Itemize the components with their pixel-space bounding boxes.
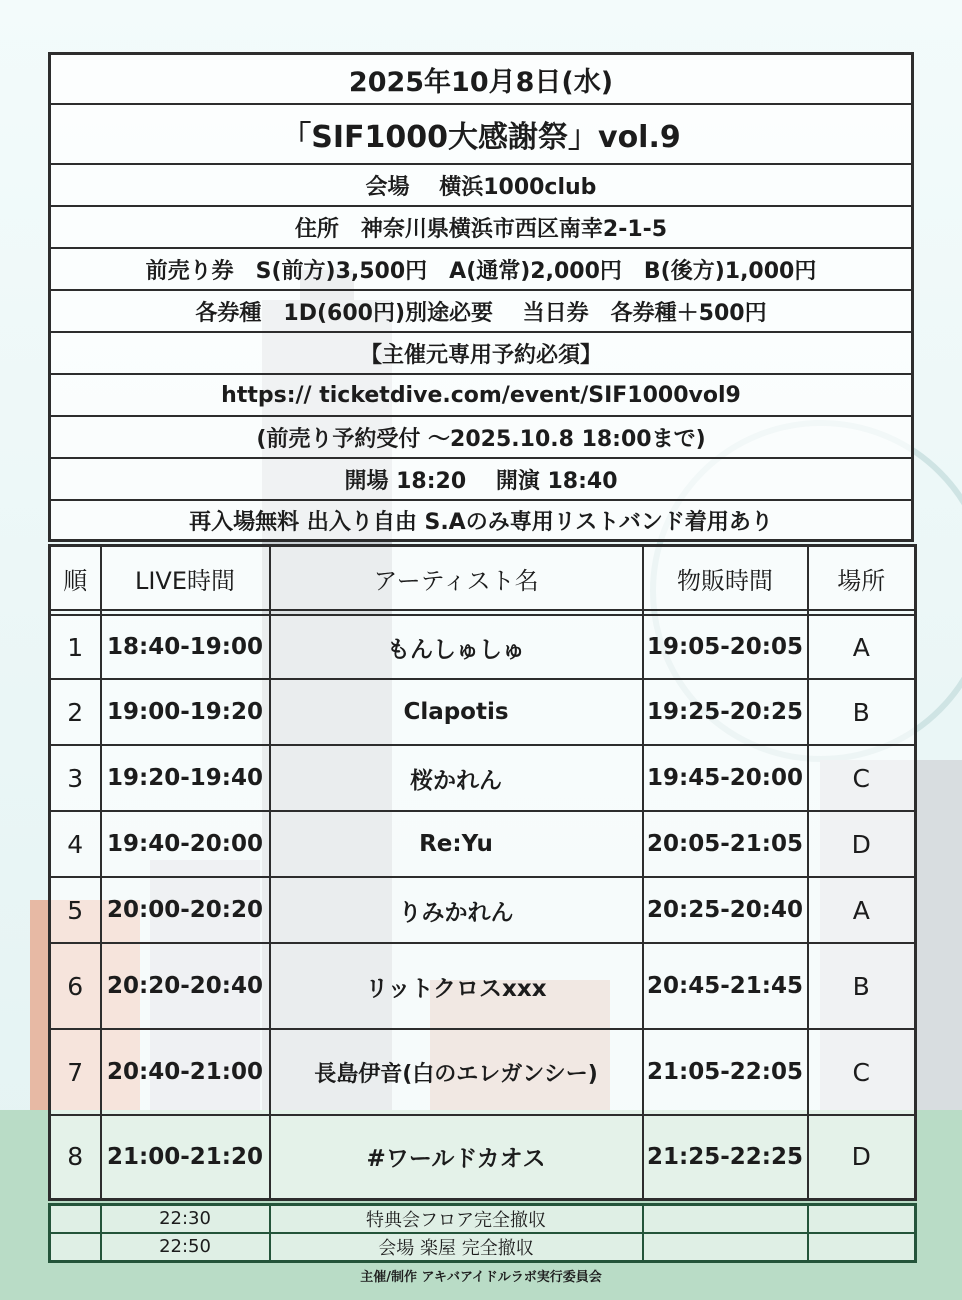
teardown-label: 特典会フロア完全撤収 xyxy=(270,1204,643,1233)
table-row xyxy=(50,745,916,811)
merch-time: 20:25-20:40 xyxy=(643,877,808,943)
location: B xyxy=(808,679,916,745)
teardown-row xyxy=(50,1204,916,1233)
merch-time: 20:05-21:05 xyxy=(643,811,808,877)
teardown-time: 22:50 xyxy=(101,1233,270,1262)
teardown-time: 22:30 xyxy=(101,1204,270,1233)
ticket-notes: 各券種 1D(600円)別途必要 当日券 各券種＋500円 xyxy=(50,290,913,332)
table-row xyxy=(50,679,916,745)
artist-name: リットクロスxxx xyxy=(270,943,643,1029)
reservation-notice: 【主催元専用予約必須】 xyxy=(50,332,913,374)
event-date: 2025年10月8日(水) xyxy=(50,54,913,105)
table-row xyxy=(50,615,916,679)
table-row xyxy=(50,1115,916,1199)
live-time: 20:20-20:40 xyxy=(101,943,270,1029)
merch-time: 21:05-22:05 xyxy=(643,1029,808,1115)
merch-time: 19:25-20:25 xyxy=(643,679,808,745)
empty-cell xyxy=(808,1204,916,1233)
empty-cell xyxy=(50,1233,101,1262)
live-time: 19:40-20:00 xyxy=(101,811,270,877)
order-number: 2 xyxy=(50,679,101,745)
live-time: 20:40-21:00 xyxy=(101,1029,270,1115)
artist-name: りみかれん xyxy=(270,877,643,943)
artist-name: 桜かれん xyxy=(270,745,643,811)
empty-cell xyxy=(50,1204,101,1233)
location: D xyxy=(808,811,916,877)
live-time: 18:40-19:00 xyxy=(101,615,270,679)
location: A xyxy=(808,877,916,943)
venue: 会場 横浜1000club xyxy=(50,164,913,206)
live-time: 20:00-20:20 xyxy=(101,877,270,943)
empty-cell xyxy=(808,1233,916,1262)
location: A xyxy=(808,615,916,679)
header-artist: アーティスト名 xyxy=(270,546,643,611)
location: D xyxy=(808,1115,916,1199)
empty-cell xyxy=(643,1204,808,1233)
location: C xyxy=(808,1029,916,1115)
live-time: 21:00-21:20 xyxy=(101,1115,270,1199)
header-merch-time: 物販時間 xyxy=(643,546,808,611)
order-number: 6 xyxy=(50,943,101,1029)
order-number: 7 xyxy=(50,1029,101,1115)
table-row xyxy=(50,943,916,1029)
location: B xyxy=(808,943,916,1029)
artist-name: もんしゅしゅ xyxy=(270,615,643,679)
event-title: 「SIF1000大感謝祭」vol.9 xyxy=(50,104,913,164)
teardown-label: 会場 楽屋 完全撤収 xyxy=(270,1233,643,1262)
artist-name: 長島伊音(白のエレガンシー) xyxy=(270,1029,643,1115)
merch-time: 21:25-22:25 xyxy=(643,1115,808,1199)
organizer-credit: 主催/制作 アキバアイドルラボ実行委員会 xyxy=(360,1270,602,1285)
order-number: 3 xyxy=(50,745,101,811)
table-row xyxy=(50,811,916,877)
order-number: 5 xyxy=(50,877,101,943)
merch-time: 19:05-20:05 xyxy=(643,615,808,679)
teardown-row xyxy=(50,1233,916,1262)
order-number: 4 xyxy=(50,811,101,877)
address: 住所 神奈川県横浜市西区南幸2-1-5 xyxy=(50,206,913,248)
order-number: 8 xyxy=(50,1115,101,1199)
reservation-period: (前売り予約受付 〜2025.10.8 18:00まで) xyxy=(50,416,913,458)
location: C xyxy=(808,745,916,811)
artist-name: #ワールドカオス xyxy=(270,1115,643,1199)
merch-time: 19:45-20:00 xyxy=(643,745,808,811)
open-start-times: 開場 18:20 開演 18:40 xyxy=(50,458,913,500)
schedule-header-row xyxy=(50,546,916,611)
artist-name: Re:Yu xyxy=(270,811,643,877)
advance-tickets: 前売り券 S(前方)3,500円 A(通常)2,000円 B(後方)1,000円 xyxy=(50,248,913,290)
artist-name: Clapotis xyxy=(270,679,643,745)
header-order: 順 xyxy=(50,546,101,611)
header-live-time: LIVE時間 xyxy=(101,546,270,611)
merch-time: 20:45-21:45 xyxy=(643,943,808,1029)
table-row xyxy=(50,1029,916,1115)
reservation-url[interactable]: https:// ticketdive.com/event/SIF1000vol9 xyxy=(50,374,913,416)
header-location: 場所 xyxy=(808,546,916,611)
event-info-table xyxy=(48,52,914,542)
schedule-table xyxy=(48,544,917,1201)
reentry-notice: 再入場無料 出入り自由 S.Aのみ専用リストバンド着用あり xyxy=(50,500,913,541)
empty-cell xyxy=(643,1233,808,1262)
live-time: 19:00-19:20 xyxy=(101,679,270,745)
order-number: 1 xyxy=(50,615,101,679)
event-flyer xyxy=(48,52,914,1263)
table-row xyxy=(50,877,916,943)
teardown-table xyxy=(48,1203,917,1263)
live-time: 19:20-19:40 xyxy=(101,745,270,811)
